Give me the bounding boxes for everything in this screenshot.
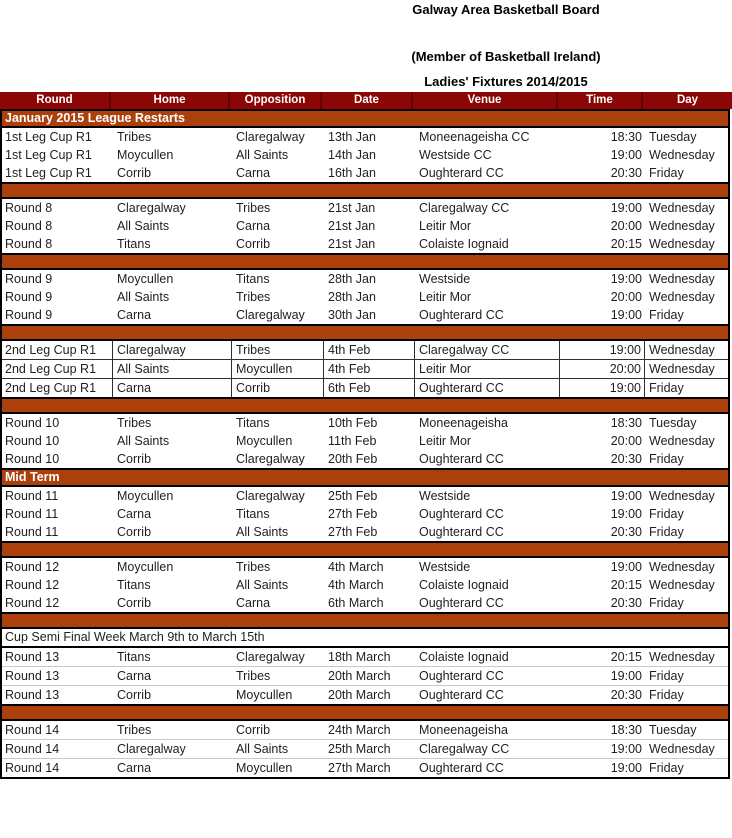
cell-time: 20:30 bbox=[610, 596, 642, 610]
cell-round: Round 10 bbox=[5, 416, 60, 430]
cell-venue: Oughterard CC bbox=[419, 507, 504, 521]
cell-date: 13th Jan bbox=[328, 130, 376, 144]
cell-opposition: Tribes bbox=[232, 341, 324, 359]
column-header-day: Day bbox=[676, 94, 699, 106]
cell-day: Wednesday bbox=[649, 489, 715, 503]
section-separator-bar bbox=[2, 704, 728, 719]
fixture-row bbox=[2, 270, 728, 288]
cell-date: 4th March bbox=[328, 578, 384, 592]
cell-date: 25th March bbox=[328, 742, 391, 756]
cell-venue: Colaiste Iognaid bbox=[419, 578, 509, 592]
cell-date: 21st Jan bbox=[328, 219, 376, 233]
cell-opposition: Corrib bbox=[236, 723, 271, 737]
cell-opposition: All Saints bbox=[236, 525, 289, 539]
fixture-row bbox=[2, 721, 728, 739]
cell-day: Friday bbox=[649, 669, 684, 683]
section-separator-bar bbox=[2, 253, 728, 268]
cell-time: 18:30 bbox=[610, 723, 642, 737]
cell-day: Friday bbox=[649, 452, 684, 466]
cell-home: All Saints bbox=[117, 219, 170, 233]
cell-venue: Oughterard CC bbox=[419, 761, 504, 775]
cell-home: Corrib bbox=[117, 166, 152, 180]
fixture-row bbox=[2, 576, 728, 594]
cell-venue: Oughterard CC bbox=[419, 452, 504, 466]
cell-opposition: Moycullen bbox=[236, 688, 293, 702]
cell-time: 19:00 bbox=[610, 761, 642, 775]
cell-time: 18:30 bbox=[610, 416, 642, 430]
cell-day: Friday bbox=[649, 507, 684, 521]
section-separator-bar bbox=[2, 541, 728, 556]
fixture-block bbox=[2, 126, 728, 182]
cell-opposition: Tribes bbox=[236, 669, 271, 683]
cell-day: Wednesday bbox=[649, 148, 715, 162]
cell-round: Round 10 bbox=[5, 434, 60, 448]
cell-round: Round 11 bbox=[5, 525, 59, 539]
cell-round: Round 14 bbox=[5, 761, 60, 775]
cell-round: Round 9 bbox=[5, 272, 53, 286]
fixture-block bbox=[2, 339, 728, 397]
cell-venue: Leitir Mor bbox=[419, 219, 472, 233]
cell-day: Wednesday bbox=[649, 343, 715, 357]
cell-date: 10th Feb bbox=[328, 416, 378, 430]
cell-day: Wednesday bbox=[649, 237, 715, 251]
cell-day: Wednesday bbox=[649, 272, 715, 286]
cell-round: Round 13 bbox=[5, 688, 60, 702]
cell-time: 20:00 bbox=[610, 434, 642, 448]
column-header-venue: Venue bbox=[413, 92, 558, 109]
cell-home: Corrib bbox=[117, 452, 152, 466]
cell-venue: Moneenageisha bbox=[419, 416, 508, 430]
cell-day: Wednesday bbox=[649, 219, 715, 233]
cell-round: Round 12 bbox=[5, 560, 60, 574]
cell-date: 28th Jan bbox=[328, 272, 376, 286]
column-header-opposition: Opposition bbox=[230, 92, 322, 109]
cell-opposition: Claregalway bbox=[236, 452, 305, 466]
fixture-row bbox=[2, 341, 728, 359]
cell-round: 2nd Leg Cup R1 bbox=[2, 341, 113, 359]
fixtures-subtitle: Ladies' Fixtures 2014/2015 bbox=[424, 74, 588, 89]
cell-day: Wednesday bbox=[649, 742, 715, 756]
section-separator-bar bbox=[2, 397, 728, 412]
cell-day: Friday bbox=[649, 381, 684, 395]
cell-date: 21st Jan bbox=[328, 201, 376, 215]
cell-venue: Claregalway CC bbox=[419, 742, 510, 756]
cell-opposition: Claregalway bbox=[236, 489, 305, 503]
cell-day: Friday bbox=[649, 166, 684, 180]
cell-time: 20:15 bbox=[610, 650, 642, 664]
cell-opposition: Corrib bbox=[236, 237, 271, 251]
cell-venue: Westside CC bbox=[419, 148, 492, 162]
cell-date: 16th Jan bbox=[328, 166, 376, 180]
cell-date: 27th Feb bbox=[328, 525, 378, 539]
fixture-row bbox=[2, 306, 728, 324]
cell-day: Tuesday bbox=[649, 723, 697, 737]
cell-time: 20:15 bbox=[610, 578, 642, 592]
cell-opposition: Tribes bbox=[236, 201, 271, 215]
cell-time: 20:15 bbox=[610, 237, 642, 251]
cell-round: 2nd Leg Cup R1 bbox=[2, 360, 113, 378]
cell-time: 19:00 bbox=[610, 489, 642, 503]
cell-round: Round 9 bbox=[5, 290, 53, 304]
cell-round: Round 14 bbox=[5, 723, 60, 737]
cell-opposition: Moycullen bbox=[236, 761, 293, 775]
cell-opposition: Moycullen bbox=[232, 360, 324, 378]
cell-venue: Moneenageisha bbox=[419, 723, 508, 737]
cell-time: 19:00 bbox=[610, 201, 642, 215]
fixture-row bbox=[2, 594, 728, 612]
cell-date: 18th March bbox=[328, 650, 391, 664]
cell-venue: Oughterard CC bbox=[419, 596, 504, 610]
cell-date: 25th Feb bbox=[328, 489, 378, 503]
fixture-block bbox=[2, 197, 728, 253]
column-header-round: Round bbox=[0, 92, 111, 109]
cell-date: 4th Feb bbox=[324, 341, 415, 359]
cell-venue: Westside bbox=[419, 272, 471, 286]
fixture-row bbox=[2, 487, 728, 505]
cell-home: Tribes bbox=[117, 416, 152, 430]
cell-home: All Saints bbox=[117, 434, 170, 448]
cell-time: 19:00 bbox=[610, 308, 642, 322]
cell-date: 4th Feb bbox=[324, 360, 415, 378]
cell-round: Round 9 bbox=[5, 308, 53, 322]
cell-date: 20th Feb bbox=[328, 452, 378, 466]
fixture-row bbox=[2, 164, 728, 182]
fixture-block bbox=[2, 719, 728, 777]
cell-opposition: Titans bbox=[236, 272, 270, 286]
cell-time: 19:00 bbox=[610, 148, 642, 162]
fixture-row bbox=[2, 648, 728, 666]
cell-venue: Oughterard CC bbox=[419, 688, 504, 702]
cell-opposition: Moycullen bbox=[236, 434, 293, 448]
cell-venue: Claregalway CC bbox=[419, 201, 510, 215]
fixture-row bbox=[2, 739, 728, 758]
cell-date: 30th Jan bbox=[328, 308, 376, 322]
cell-day: Friday bbox=[649, 308, 684, 322]
cell-home: Claregalway bbox=[113, 341, 232, 359]
cell-opposition: Titans bbox=[236, 416, 270, 430]
cell-venue: Oughterard CC bbox=[419, 166, 504, 180]
cell-home: Corrib bbox=[117, 596, 152, 610]
fixture-row bbox=[2, 523, 728, 541]
column-header-time: Time bbox=[558, 92, 643, 109]
cell-time: 20:00 bbox=[560, 360, 645, 378]
board-title: Galway Area Basketball Board bbox=[412, 2, 600, 17]
cell-day: Friday bbox=[649, 525, 684, 539]
cell-day: Wednesday bbox=[649, 434, 715, 448]
cell-opposition: Claregalway bbox=[236, 130, 305, 144]
cell-date: 11th Feb bbox=[328, 434, 377, 448]
fixture-row bbox=[2, 199, 728, 217]
section-plain-bar: Cup Semi Final Week March 9th to March 15th bbox=[2, 627, 728, 646]
cell-round: 1st Leg Cup R1 bbox=[5, 166, 92, 180]
cell-home: Carna bbox=[117, 761, 152, 775]
cell-date: 28th Jan bbox=[328, 290, 376, 304]
cell-round: Round 8 bbox=[5, 201, 53, 215]
cell-home: Tribes bbox=[117, 723, 152, 737]
cell-home: Tribes bbox=[117, 130, 152, 144]
cell-time: 18:30 bbox=[610, 130, 642, 144]
fixture-row bbox=[2, 128, 728, 146]
cell-home: Carna bbox=[117, 308, 152, 322]
cell-day: Wednesday bbox=[649, 201, 715, 215]
column-header-date: Date bbox=[322, 92, 413, 109]
cell-time: 20:00 bbox=[610, 219, 642, 233]
fixture-row bbox=[2, 432, 728, 450]
fixture-row bbox=[2, 146, 728, 164]
fixture-row bbox=[2, 414, 728, 432]
table-body bbox=[0, 109, 730, 779]
cell-home: Moycullen bbox=[117, 560, 174, 574]
fixture-row bbox=[2, 450, 728, 468]
cell-home: Moycullen bbox=[117, 489, 174, 503]
cell-venue: Oughterard CC bbox=[419, 669, 504, 683]
cell-home: Carna bbox=[113, 379, 232, 397]
fixture-row bbox=[2, 505, 728, 523]
cell-venue: Leitir Mor bbox=[419, 434, 472, 448]
fixture-block bbox=[2, 412, 728, 468]
cell-round: Round 11 bbox=[5, 507, 59, 521]
cell-home: Corrib bbox=[117, 688, 152, 702]
cell-opposition: Carna bbox=[236, 219, 271, 233]
cell-home: Claregalway bbox=[117, 201, 186, 215]
cell-home: Titans bbox=[117, 578, 151, 592]
cell-day: Friday bbox=[649, 596, 684, 610]
cell-venue: Leitir Mor bbox=[415, 360, 560, 378]
cell-home: Claregalway bbox=[117, 742, 186, 756]
cell-time: 20:30 bbox=[610, 166, 642, 180]
cell-venue: Colaiste Iognaid bbox=[419, 650, 509, 664]
fixture-block bbox=[2, 485, 728, 541]
cell-home: Carna bbox=[117, 669, 152, 683]
cell-time: 20:30 bbox=[610, 525, 642, 539]
fixture-row bbox=[2, 288, 728, 306]
cell-round: Round 10 bbox=[5, 452, 60, 466]
cell-venue: Oughterard CC bbox=[415, 379, 560, 397]
cell-opposition: All Saints bbox=[236, 742, 289, 756]
member-subtitle: (Member of Basketball Ireland) bbox=[411, 49, 601, 64]
cell-time: 19:00 bbox=[610, 742, 642, 756]
fixture-row bbox=[2, 758, 728, 777]
cell-day: Tuesday bbox=[649, 130, 697, 144]
cell-date: 4th March bbox=[328, 560, 384, 574]
cell-day: Wednesday bbox=[649, 578, 715, 592]
column-header-home: Home bbox=[111, 92, 230, 109]
cell-time: 20:30 bbox=[610, 452, 642, 466]
cell-home: Titans bbox=[117, 237, 151, 251]
cell-day: Wednesday bbox=[649, 650, 715, 664]
cell-venue: Claregalway CC bbox=[415, 341, 560, 359]
cell-home: All Saints bbox=[113, 360, 232, 378]
cell-date: 21st Jan bbox=[328, 237, 376, 251]
cell-venue: Westside bbox=[419, 489, 471, 503]
cell-date: 14th Jan bbox=[328, 148, 376, 162]
cell-opposition: Tribes bbox=[236, 290, 271, 304]
cell-venue: Colaiste Iognaid bbox=[419, 237, 509, 251]
fixture-row bbox=[2, 685, 728, 704]
cell-date: 6th March bbox=[328, 596, 384, 610]
cell-venue: Oughterard CC bbox=[419, 525, 504, 539]
section-header-bar: January 2015 League Restarts bbox=[2, 109, 728, 126]
cell-round: Round 12 bbox=[5, 596, 60, 610]
cell-day: Friday bbox=[649, 688, 684, 702]
cell-round: 2nd Leg Cup R1 bbox=[2, 379, 113, 397]
cell-opposition: Carna bbox=[236, 596, 271, 610]
section-separator-bar bbox=[2, 612, 728, 627]
cell-opposition: Tribes bbox=[236, 560, 271, 574]
cell-time: 19:00 bbox=[560, 341, 645, 359]
cell-date: 27th March bbox=[328, 761, 391, 775]
cell-date: 20th March bbox=[328, 669, 391, 683]
cell-date: 20th March bbox=[328, 688, 391, 702]
cell-time: 19:00 bbox=[610, 507, 642, 521]
cell-round: Round 8 bbox=[5, 237, 53, 251]
section-header-bar: Mid Term bbox=[2, 468, 728, 485]
fixture-row bbox=[2, 359, 728, 378]
cell-date: 27th Feb bbox=[328, 507, 378, 521]
cell-opposition: Titans bbox=[236, 507, 270, 521]
cell-venue: Leitir Mor bbox=[419, 290, 472, 304]
cell-home: Corrib bbox=[117, 525, 152, 539]
table-header bbox=[0, 92, 732, 109]
cell-home: Carna bbox=[117, 507, 152, 521]
cell-home: Titans bbox=[117, 650, 151, 664]
cell-time: 19:00 bbox=[610, 560, 642, 574]
cell-home: Moycullen bbox=[117, 148, 174, 162]
cell-time: 19:00 bbox=[560, 379, 645, 397]
fixture-row bbox=[2, 235, 728, 253]
fixture-row bbox=[2, 378, 728, 397]
fixture-row bbox=[2, 217, 728, 235]
cell-round: Round 13 bbox=[5, 669, 60, 683]
cell-time: 20:00 bbox=[610, 290, 642, 304]
section-separator-bar bbox=[2, 182, 728, 197]
fixture-block bbox=[2, 646, 728, 704]
cell-day: Wednesday bbox=[649, 290, 715, 304]
cell-round: 1st Leg Cup R1 bbox=[5, 130, 92, 144]
cell-time: 20:30 bbox=[610, 688, 642, 702]
fixture-row bbox=[2, 666, 728, 685]
cell-opposition: All Saints bbox=[236, 578, 289, 592]
cell-date: 6th Feb bbox=[324, 379, 415, 397]
cell-round: 1st Leg Cup R1 bbox=[5, 148, 92, 162]
cell-opposition: Corrib bbox=[232, 379, 324, 397]
cell-round: Round 14 bbox=[5, 742, 60, 756]
cell-round: Round 11 bbox=[5, 489, 59, 503]
cell-round: Round 12 bbox=[5, 578, 60, 592]
cell-day: Tuesday bbox=[649, 416, 697, 430]
cell-home: All Saints bbox=[117, 290, 170, 304]
cell-round: Round 13 bbox=[5, 650, 60, 664]
fixtures-table bbox=[0, 92, 732, 779]
cell-opposition: All Saints bbox=[236, 148, 289, 162]
section-separator-bar bbox=[2, 324, 728, 339]
cell-venue: Moneenageisha CC bbox=[419, 130, 530, 144]
cell-opposition: Carna bbox=[236, 166, 271, 180]
cell-venue: Westside bbox=[419, 560, 471, 574]
cell-opposition: Claregalway bbox=[236, 650, 305, 664]
cell-day: Friday bbox=[649, 761, 684, 775]
cell-home: Moycullen bbox=[117, 272, 174, 286]
cell-date: 24th March bbox=[328, 723, 391, 737]
cell-round: Round 8 bbox=[5, 219, 53, 233]
fixture-row bbox=[2, 558, 728, 576]
cell-opposition: Claregalway bbox=[236, 308, 305, 322]
cell-venue: Oughterard CC bbox=[419, 308, 504, 322]
fixture-block bbox=[2, 556, 728, 612]
cell-time: 19:00 bbox=[610, 272, 642, 286]
cell-day: Wednesday bbox=[649, 362, 715, 376]
cell-time: 19:00 bbox=[610, 669, 642, 683]
fixture-block bbox=[2, 268, 728, 324]
cell-day: Wednesday bbox=[649, 560, 715, 574]
